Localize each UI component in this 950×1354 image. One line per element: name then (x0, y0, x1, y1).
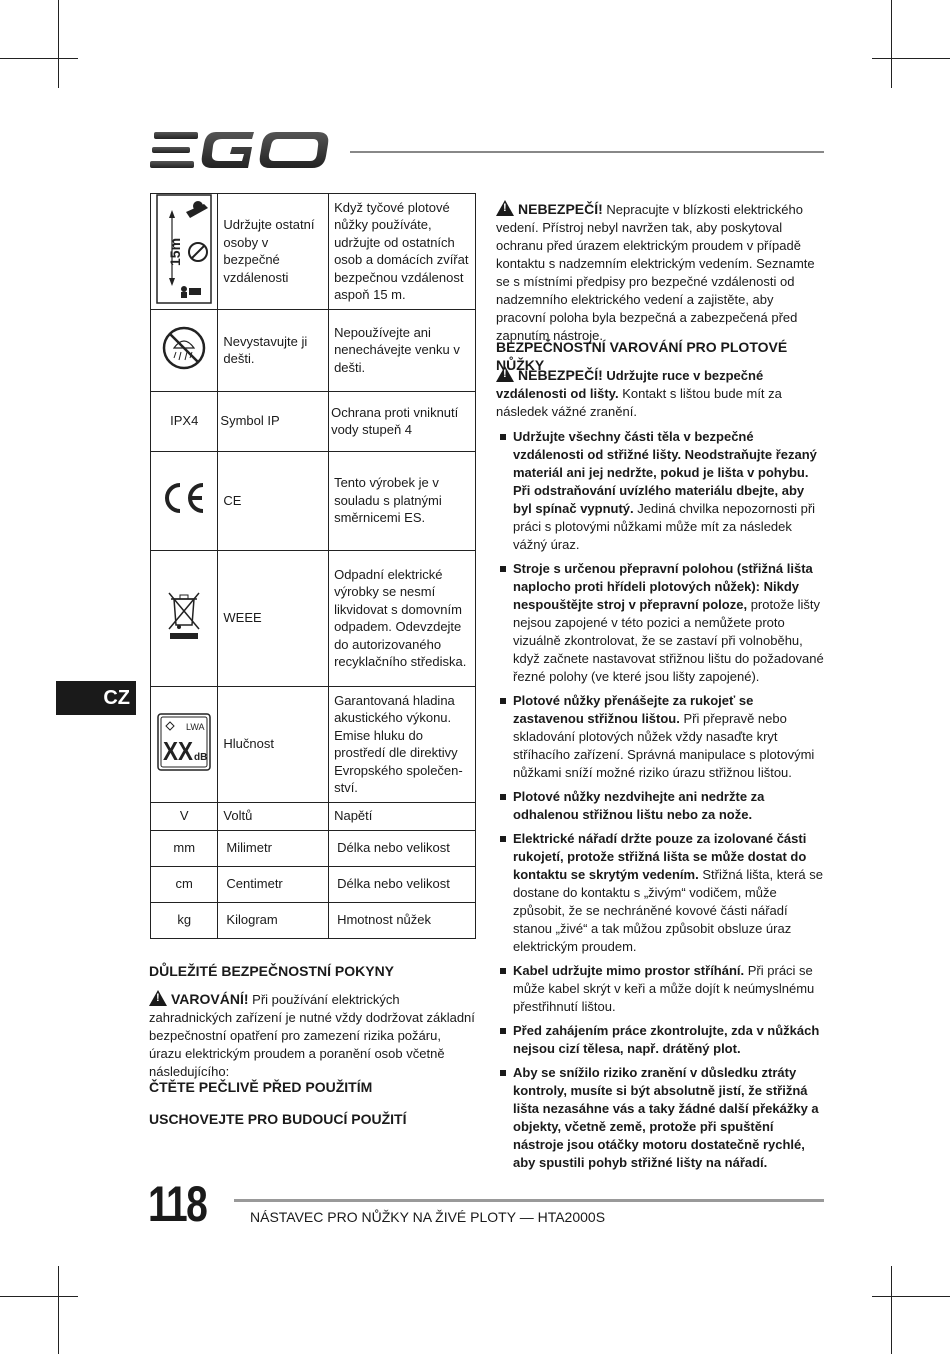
list-item (496, 962, 826, 1016)
bullet-bold: Před zahájením práce zkontrolujte, zda v nůžkách nejsou cizí tělesa, např. drátěný plot. (513, 1023, 820, 1056)
weee-bin-icon (166, 591, 202, 641)
heading-read: ČTĚTE PEČLIVĚ PŘED POUŽITÍM (149, 1079, 373, 1095)
page-number: 118 (148, 1176, 207, 1232)
symbol-description: Tento výrobek je v souladu s platnými směrnicemi ES. (329, 451, 476, 550)
heading-safety: DŮLEŽITÉ BEZPEČNOSTNÍ POKYNY (149, 963, 395, 979)
symbol-code: V (151, 802, 218, 830)
symbol-description: Délka nebo velikost (329, 830, 476, 866)
warning-triangle-icon (496, 366, 514, 382)
bullet-text: Střižná lišta, která se dostane do kontaktu s „živým“ vodičem, může způsobit, že se nechráněné kovové části nářadí stanou „živé“ a tak můžou způsobit obsluze úraz elektrickým proudem. (513, 867, 823, 954)
header-rule (350, 151, 824, 153)
symbol-name: Centimetr (218, 866, 329, 902)
no-rain-icon (160, 324, 208, 372)
symbol-description: Napětí (329, 802, 476, 830)
symbol-cell (151, 451, 218, 550)
crop-mark (58, 0, 59, 88)
noise-level-icon (156, 712, 212, 772)
table-row (151, 866, 476, 902)
lwa-label: LWA (186, 721, 205, 732)
danger-label: NEBEZPEČÍ! (518, 367, 603, 383)
danger-text: Kontakt s lištou bude mít za následek vážné zranění. (496, 386, 782, 419)
bullet-text: Při přepravě nebo skladování plotových nůžek vždy nasaďte kryt stříhacího zařízení. Správná manipulace s plotovými nůžkami sníží možné riziko úrazu střižnou lištou. (513, 711, 815, 780)
footer-title: NÁSTAVEC PRO NŮŽKY NA ŽIVÉ PLOTY — HTA2000S (250, 1209, 606, 1225)
bullet-bold: Plotové nůžky přenášejte za rukojeť se zastavenou střižnou lištou. (513, 693, 754, 726)
symbol-name: Milimetr (218, 830, 329, 866)
bullet-bold: Aby se snížilo riziko zranění v důsledku ztráty kontroly, musíte si být absolutně jistí, že střižná lišta nezasáhne vás a taky žádné další překážky a objekty, včetně země, protože při spuštění nástroje jsou otáčky motoru dostatečně rychlé, aby spustili pohyb střižné lišty na nářadí. (513, 1065, 819, 1170)
symbol-name: Udržujte ostatní osoby v bezpečné vzdálenosti (218, 194, 329, 310)
table-row (151, 194, 476, 310)
symbol-description: Odpadní elektrické výrobky se nesmí likvidovat s domovním odpadem. Odevzdejte do autorizovaného recyklačního střediska. (329, 550, 476, 686)
symbol-code: IPX4 (151, 391, 218, 451)
symbol-name: Symbol IP (218, 391, 329, 451)
distance-15m-icon (156, 194, 212, 304)
bullet-bold: Stroje s určenou přepravní polohou (střižná lišta naplocho proti hřídeli plotových nůžek): Nikdy nespouštějte stroj v přepravní poloze, (513, 561, 813, 612)
list-item (496, 1022, 826, 1058)
symbol-description: Ochrana proti vniknutí vody stupeň 4 (329, 391, 476, 451)
bullet-bold: Udržujte všechny části těla v bezpečné vzdálenosti od střižné lišty. Neodstraňujte řezaný materiál ani jej nedržte, pokud je lišta v pohybu. Při odstraňování uvízlého materiálu dbejte, aby byl spínač vypnutý. (513, 429, 817, 516)
symbol-code: cm (151, 866, 218, 902)
bullet-bold: Elektrické nářadí držte pouze za izolované části rukojetí, protože střižná lišta se může dostat do kontaktu se skrytým vedením. (513, 831, 807, 882)
bullet-text: protože lišty nejsou zapojené v této pozici a nemůžete proto vizuálně zkontrolovat, že se zastaví při volnoběhu, když začnete nastavovat střižnou lištu do požadované řezné polohy (ve které jsou lišty zapojené). (513, 597, 824, 684)
symbol-name: Kilogram (218, 902, 329, 938)
bullet-text: Jediná chvilka nepozornosti při práci s plotovými nůžkami může mít za následek vážný úraz. (513, 501, 816, 552)
symbol-table (150, 193, 476, 939)
symbol-cell (151, 686, 218, 802)
crop-mark (891, 1266, 892, 1354)
list-item (496, 1064, 826, 1172)
language-tab: CZ (56, 681, 136, 715)
table-row (151, 391, 476, 451)
footer-rule (234, 1199, 824, 1202)
bullet-bold: Plotové nůžky nezdvihejte ani nedržte za odhalenou střižnou lištu nebo za nože. (513, 789, 765, 822)
warning-triangle-icon (496, 200, 514, 216)
symbol-cell (151, 309, 218, 391)
crop-mark (872, 58, 950, 59)
symbol-cell (151, 194, 218, 310)
symbol-description: Hmotnost nůžek (329, 902, 476, 938)
warning-paragraph (149, 990, 477, 1081)
crop-mark (58, 1266, 59, 1354)
symbol-cell (151, 550, 218, 686)
list-item (496, 788, 826, 824)
table-row (151, 309, 476, 391)
symbol-description: Garantovaná hladina akustického výkonu. Emise hluku do prostředí dle direktivy Evropského společen-ství. (329, 686, 476, 802)
table-row (151, 802, 476, 830)
danger-paragraph (496, 366, 826, 421)
bullet-text: Při práci se může kabel skrýt v keři a může dojít k neúmyslnému přestřihnutí lištou. (513, 963, 815, 1014)
symbol-description: Délka nebo velikost (329, 866, 476, 902)
symbol-name: Nevystavujte ji dešti. (218, 309, 329, 391)
distance-label: 15m (167, 237, 184, 266)
list-item (496, 692, 826, 782)
crop-mark (0, 58, 78, 59)
ego-logo (150, 130, 332, 170)
db-label: dB (194, 751, 208, 763)
table-row (151, 451, 476, 550)
noise-value: XX (163, 735, 194, 766)
hedge-warnings-list (496, 428, 826, 1178)
symbol-name: Hlučnost (218, 686, 329, 802)
ce-mark-icon (161, 481, 207, 515)
heading-keep: USCHOVEJTE PRO BUDOUCÍ POUŽITÍ (149, 1111, 407, 1127)
symbol-name: WEEE (218, 550, 329, 686)
table-row (151, 902, 476, 938)
warning-text: Při používání elektrických zahradnických zařízení je nutné vždy dodržovat základní bezpečnostní opatření pro zamezení rizika požáru, úrazu elektrickým proudem a poranění osob včetně následujícího: (149, 992, 475, 1079)
symbol-code: mm (151, 830, 218, 866)
danger-bold: Udržujte ruce v bezpečné vzdálenosti od lišty. (496, 368, 764, 401)
crop-mark (0, 1296, 78, 1297)
bullet-bold: Kabel udržujte mimo prostor stříhání. (513, 963, 745, 978)
danger-paragraph (496, 200, 826, 345)
danger-label: NEBEZPEČÍ! (518, 201, 603, 217)
heading-hedge: BEZPEČNOSTNÍ VAROVÁNÍ PRO PLOTOVÉ NŮŽKY (496, 339, 788, 373)
list-item (496, 560, 826, 686)
table-row (151, 686, 476, 802)
list-item (496, 830, 826, 956)
symbol-description: Když tyčové plotové nůžky používáte, udržujte od ostatních osob a domácích zvířat bezpečnou vzdálenost aspoň 15 m. (329, 194, 476, 310)
symbol-name: CE (218, 451, 329, 550)
symbol-description: Nepoužívejte ani nenechávejte venku v dešti. (329, 309, 476, 391)
symbol-name: Voltů (218, 802, 329, 830)
table-row (151, 830, 476, 866)
table-row (151, 550, 476, 686)
crop-mark (891, 0, 892, 88)
symbol-code: kg (151, 902, 218, 938)
crop-mark (872, 1296, 950, 1297)
danger-text: Nepracujte v blízkosti elektrického vedení. Přístroj nebyl navržen tak, aby poskytoval ochranu před úrazem elektrickým proudem v případě kontaktu s nadzemním elektrickým vedením. Seznamte se s místními předpisy pro bezpečné vzdálenosti od nadzemního elektrického vedení a zajistěte, aby pracovní poloha byla bezpečná a zabezpečená před zapnutím nástroje. (496, 202, 815, 343)
list-item (496, 428, 826, 554)
warning-triangle-icon (149, 990, 167, 1006)
warning-label: VAROVÁNÍ! (171, 991, 249, 1007)
